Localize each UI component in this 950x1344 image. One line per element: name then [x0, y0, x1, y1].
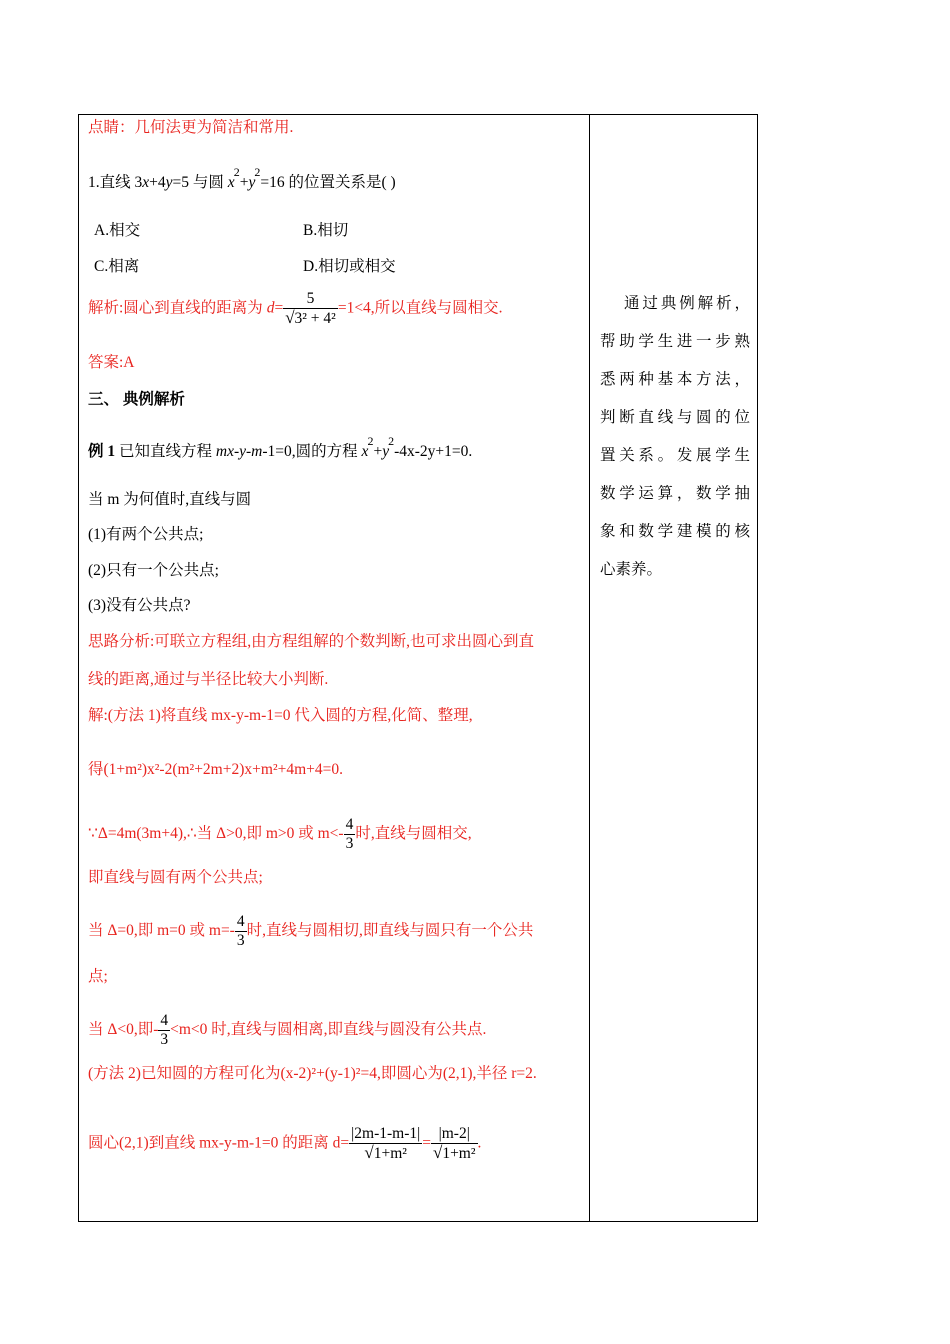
side-note-line: 心素养。	[600, 561, 663, 578]
side-note-line: 置关系。发展学生	[600, 447, 750, 464]
side-note-line: 象和数学建模的核	[600, 523, 750, 540]
frac-denominator: 3² + 4²	[294, 310, 336, 327]
think-line-1: 思路分析:可联立方程组,由方程组解的个数判断,也可求出圆心到直	[88, 633, 535, 650]
distance-line: 圆心(2,1)到直线 mx-y-m-1=0 的距离 d= $\frac{|2m-1-m-1|}{\text{√1+m²}}$ = $\frac{|m-2|}{\text{√1+m²}}$ .	[88, 1125, 482, 1162]
option-b: B.相切	[303, 222, 349, 239]
ex1-part-2: (2)只有一个公共点;	[88, 562, 219, 579]
side-note-line: 数学运算，数学抽	[600, 485, 750, 502]
option-c: C.相离	[94, 258, 140, 275]
ex1-question: 当 m 为何值时,直线与圆	[88, 491, 252, 508]
solution-line-6: 点;	[88, 968, 108, 985]
column-divider	[589, 114, 590, 1222]
ex1-stem: 例 1 已知直线方程 mx-y-m-1=0,圆的方程 $x^2+y^2-4x-2y+1=0$.	[88, 434, 473, 460]
solution-line-3: ∵Δ=4m(3m+4),∴当 Δ>0,即 m>0 或 m<- $\frac{4}{3}$ 时,直线与圆相交,	[88, 816, 472, 852]
think-line-2: 线的距离,通过与半径比较大小判断.	[88, 671, 329, 688]
side-note	[600, 285, 750, 589]
solution-line-1: 解:(方法 1)将直线 mx-y-m-1=0 代入圆的方程,化简、整理,	[88, 707, 473, 724]
option-d: D.相切或相交	[303, 258, 396, 275]
solution-line-4: 即直线与圆有两个公共点;	[88, 869, 263, 886]
side-note-line: 通过典例解析，	[624, 295, 750, 312]
tip-line: 点睛：几何法更为简洁和常用.	[88, 119, 294, 136]
solution-line-7: 当 Δ<0,即- $\frac{4}{3}$ <m<0 时,直线与圆相离,即直线与圆没有公共点.	[88, 1012, 487, 1048]
side-note-line: 悉两种基本方法，	[600, 371, 750, 388]
q1-answer: 答案:A	[88, 354, 135, 371]
ex1-part-3: (3)没有公共点?	[88, 597, 191, 614]
option-a: A.相交	[94, 222, 141, 239]
q1-analysis: 解析:圆心到直线的距离为 d= $\frac{5}{\text{√3² + 4²}}$ =1<4,所以直线与圆相交.	[88, 290, 503, 327]
side-note-line: 判断直线与圆的位	[600, 409, 750, 426]
solution-line-2: 得(1+m²)x²-2(m²+2m+2)x+m²+4m+4=0.	[88, 761, 343, 778]
section-title: 三、 典例解析	[88, 391, 185, 408]
ex1-part-1: (1)有两个公共点;	[88, 526, 204, 543]
q1-stem: 1.直线 3x+4y=5 与圆 $x^2+y^2=16$ 的位置关系是( )	[88, 165, 396, 191]
method2-line: (方法 2)已知圆的方程可化为(x-2)²+(y-1)²=4,即圆心为(2,1),半径 r=2.	[88, 1065, 537, 1082]
side-note-line: 帮助学生进一步熟	[600, 333, 750, 350]
lesson-table	[78, 114, 758, 1222]
solution-line-5: 当 Δ=0,即 m=0 或 m=- $\frac{4}{3}$ 时,直线与圆相切,即直线与圆只有一个公共	[88, 913, 534, 949]
frac-numerator: 5	[306, 290, 315, 307]
